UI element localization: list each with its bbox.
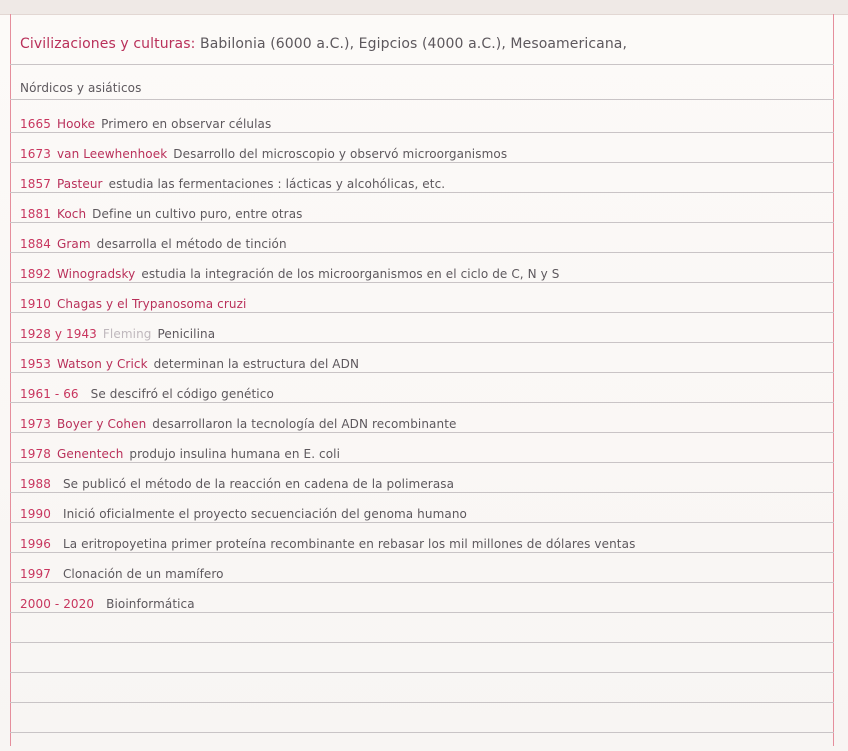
- entry-name: Watson y Crick: [56, 357, 148, 371]
- entry-year: 1673: [20, 147, 51, 161]
- entry-year: 1953: [20, 357, 51, 371]
- timeline-entry: [20, 206, 830, 222]
- timeline-entry: [20, 506, 830, 522]
- entry-name: Winogradsky: [56, 267, 136, 281]
- entry-text: Primero en observar células: [101, 117, 272, 131]
- entry-year: 1973: [20, 417, 51, 431]
- header-text: Babilonia (6000 a.C.), Egipcios (4000 a.C.), Mesoamericana,: [200, 36, 628, 52]
- entry-year: 1997: [20, 567, 51, 581]
- timeline-entry: [20, 596, 830, 612]
- entry-text: estudia la integración de los microorganismos en el ciclo de C, N y S: [141, 267, 560, 281]
- entry-year: 1990: [20, 507, 51, 521]
- entry-text: determinan la estructura del ADN: [153, 357, 360, 371]
- entry-text: Penicilina: [157, 327, 216, 341]
- entry-text: desarrollaron la tecnología del ADN recombinante: [152, 417, 457, 431]
- header-line: [20, 36, 830, 52]
- entry-year: 1961 - 66: [20, 387, 79, 401]
- entry-name: Gram: [56, 237, 91, 251]
- entry-name: van Leewhenhoek: [56, 147, 168, 161]
- entry-year: 2000 - 2020: [20, 597, 95, 611]
- entry-text: Desarrollo del microscopio y observó microorganismos: [173, 147, 508, 161]
- timeline-entry: [20, 176, 830, 192]
- entry-text: Inició oficialmente el proyecto secuenciación del genoma humano: [62, 507, 467, 521]
- timeline-entry: [20, 566, 830, 582]
- entry-year: 1988: [20, 477, 51, 491]
- entry-text: estudia las fermentaciones : lácticas y alcohólicas, etc.: [108, 177, 446, 191]
- entry-name: Fleming: [102, 327, 152, 341]
- entry-text: Se descifró el código genético: [90, 387, 274, 401]
- entry-name: Chagas y el Trypanosoma cruzi: [56, 297, 247, 311]
- timeline-entry: [20, 416, 830, 432]
- entry-year: 1892: [20, 267, 51, 281]
- timeline-entry: [20, 536, 830, 552]
- header-continuation-line: [20, 80, 830, 96]
- entry-year: 1996: [20, 537, 51, 551]
- entry-year: 1910: [20, 297, 51, 311]
- entry-text: La eritropoyetina primer proteína recombinante en rebasar los mil millones de dólares ventas: [62, 537, 636, 551]
- entry-year: 1978: [20, 447, 51, 461]
- entry-text: desarrolla el método de tinción: [96, 237, 287, 251]
- timeline-entry: [20, 116, 830, 132]
- timeline-entry: [20, 386, 830, 402]
- timeline-entry: [20, 356, 830, 372]
- entry-year: 1665: [20, 117, 51, 131]
- entry-year: 1881: [20, 207, 51, 221]
- entry-name: Hooke: [56, 117, 96, 131]
- entry-name: Boyer y Cohen: [56, 417, 147, 431]
- timeline-entry: [20, 326, 830, 342]
- header-continuation: Nórdicos y asiáticos: [20, 81, 142, 95]
- entry-year: 1857: [20, 177, 51, 191]
- entry-name: Genentech: [56, 447, 124, 461]
- entry-text: Bioinformática: [106, 597, 195, 611]
- timeline-entry: [20, 296, 830, 312]
- entry-text: Clonación de un mamífero: [62, 567, 224, 581]
- entry-year: 1884: [20, 237, 51, 251]
- entry-year: 1928 y 1943: [20, 327, 97, 341]
- header-label: Civilizaciones y culturas:: [20, 36, 196, 52]
- timeline-entry: [20, 446, 830, 462]
- entry-name: Pasteur: [56, 177, 103, 191]
- entry-text: Define un cultivo puro, entre otras: [92, 207, 303, 221]
- timeline-entry: [20, 266, 830, 282]
- timeline-entry: [20, 236, 830, 252]
- entry-text: produjo insulina humana en E. coli: [129, 447, 341, 461]
- timeline-entry: [20, 476, 830, 492]
- timeline-entry: [20, 146, 830, 162]
- entry-text: Se publicó el método de la reacción en cadena de la polimerasa: [62, 477, 455, 491]
- entry-name: Koch: [56, 207, 87, 221]
